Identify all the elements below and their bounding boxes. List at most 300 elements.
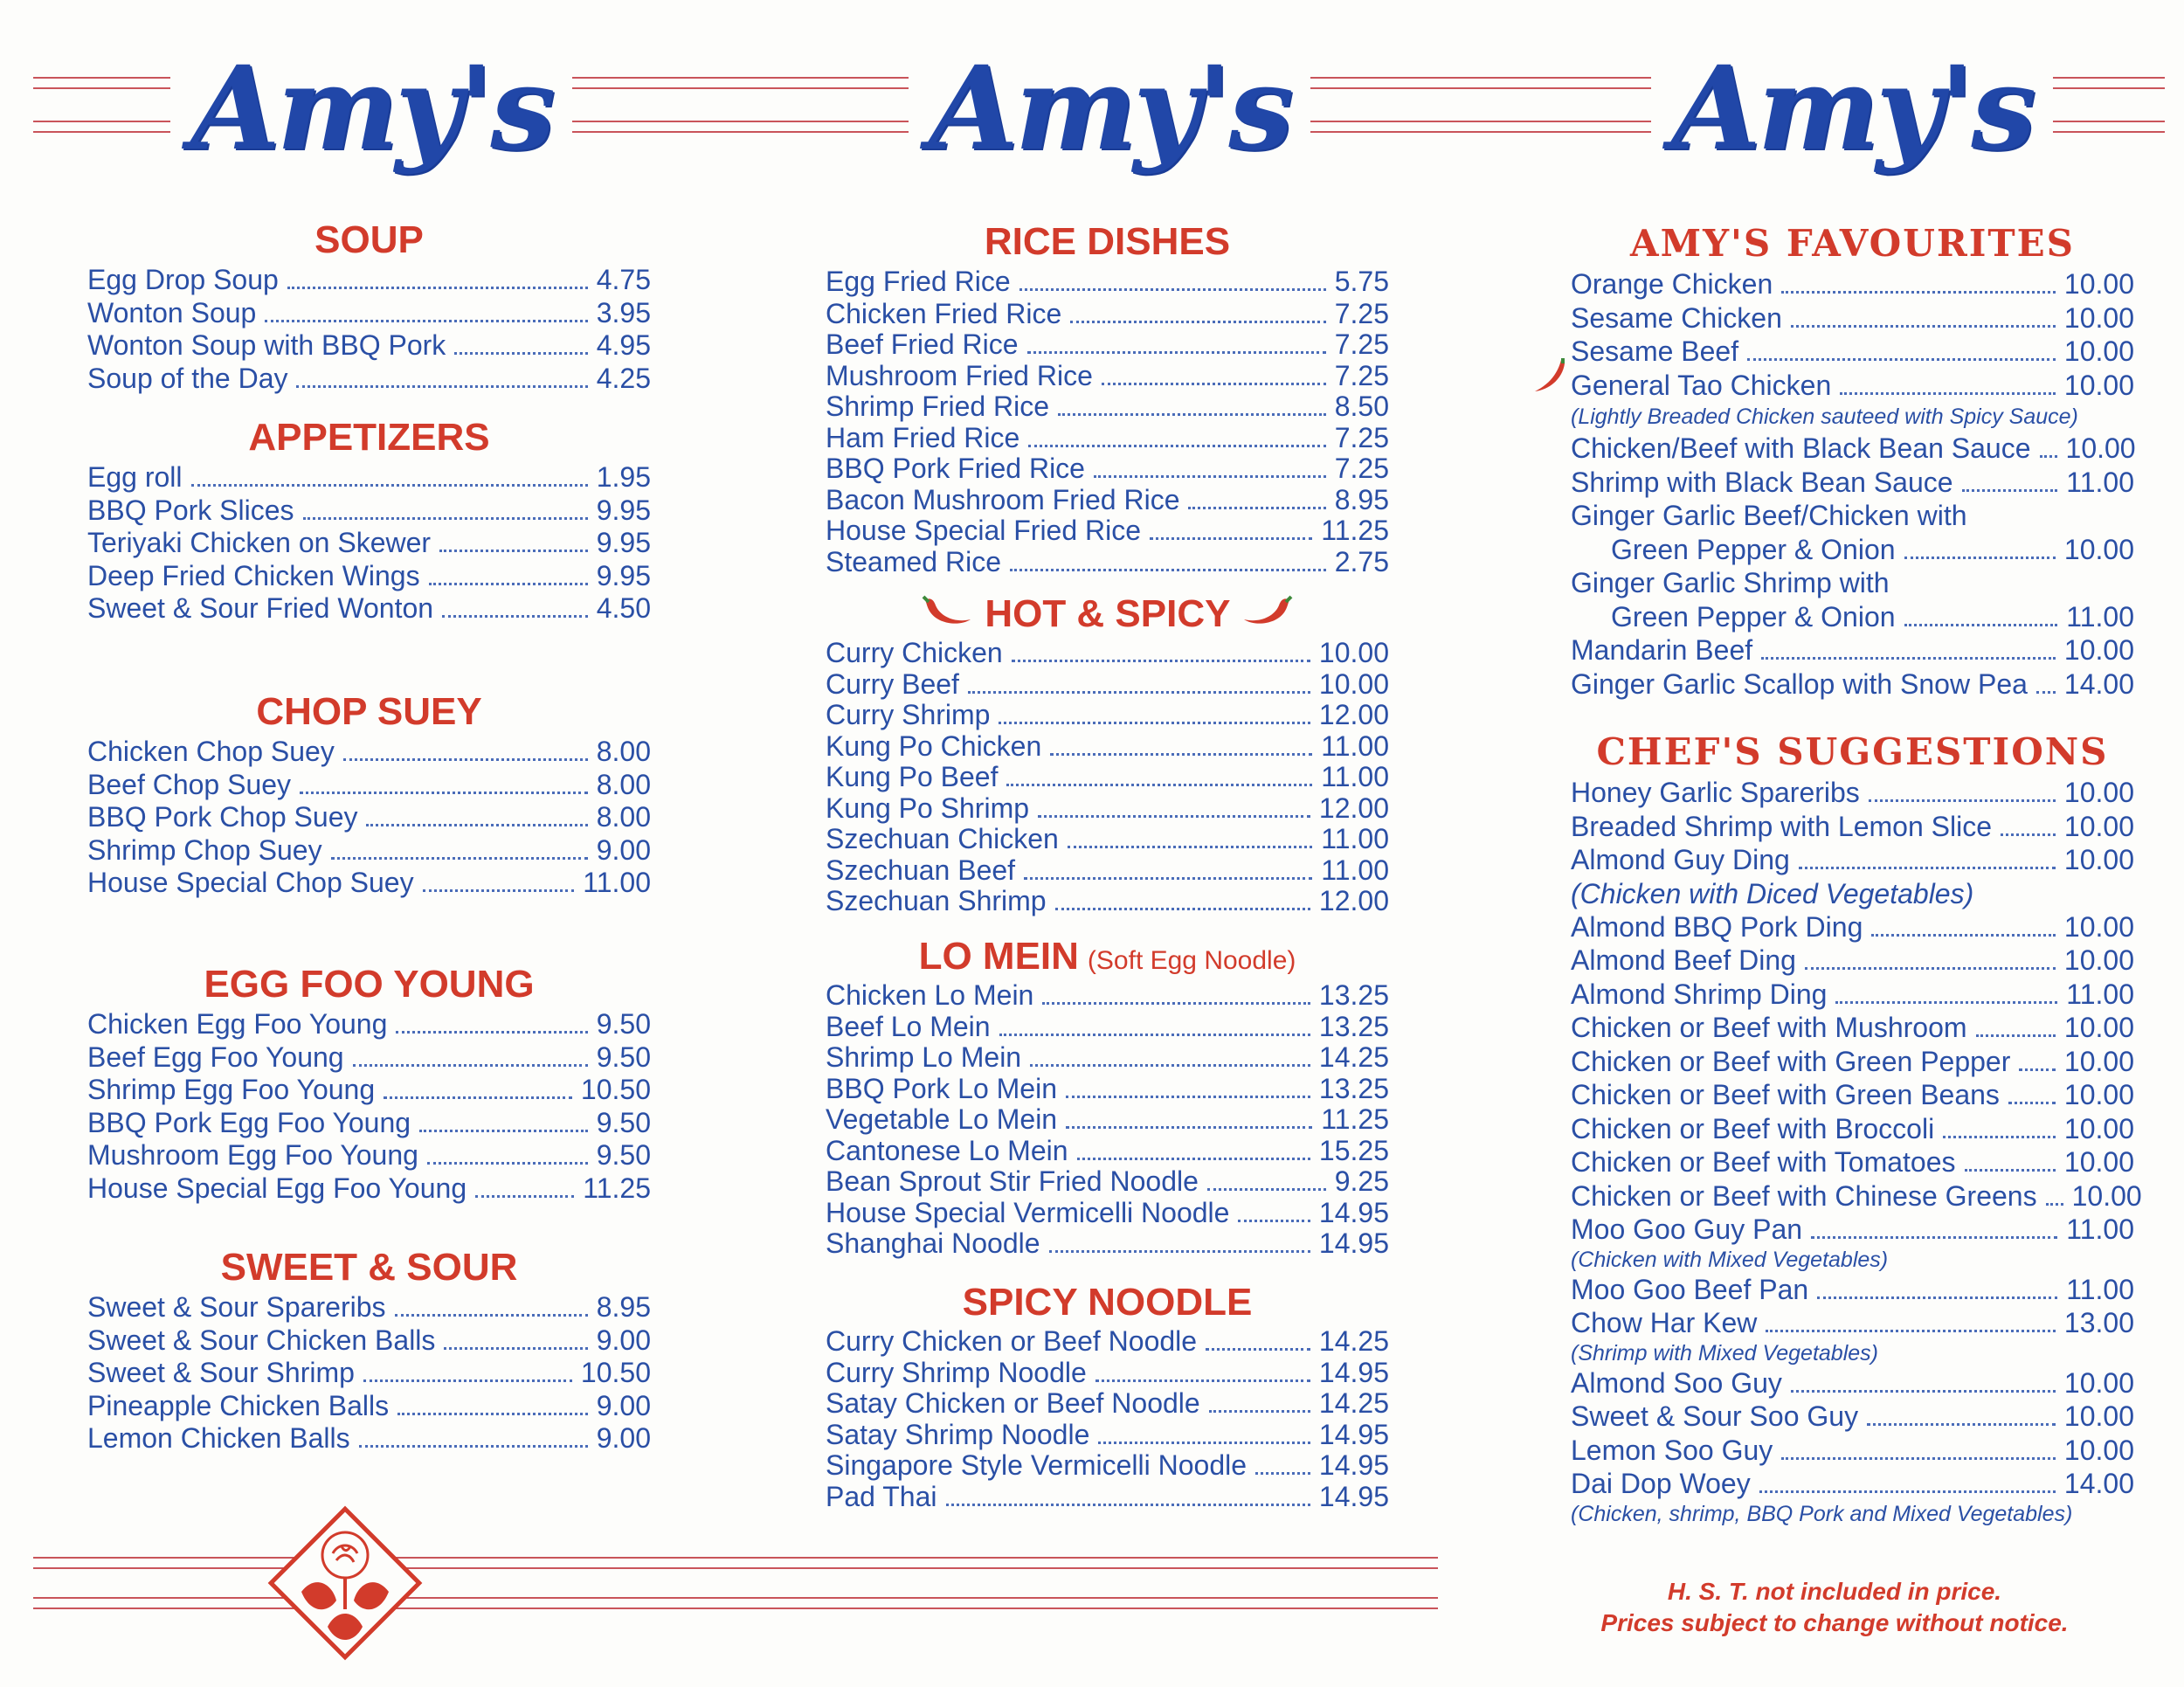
section-heading: SWEET & SOUR: [220, 1246, 518, 1289]
item-name: Beef Egg Foo Young: [87, 1041, 344, 1073]
menu-item: [87, 297, 651, 330]
dot-leader: [1817, 1296, 2057, 1299]
item-price: 10.00: [2063, 910, 2134, 943]
dot-leader: [1840, 392, 2056, 395]
item-name: Green Pepper & Onion: [1611, 533, 1896, 565]
dot-leader: [1759, 1490, 2056, 1493]
menu-item: [826, 329, 1389, 361]
dot-leader: [1943, 1136, 2056, 1138]
menu-item: [87, 801, 651, 834]
item-name: Egg Fried Rice: [826, 266, 1011, 297]
dot-leader: [475, 1195, 574, 1198]
item-price: 10.00: [2063, 301, 2134, 334]
dot-leader: [396, 1031, 587, 1034]
dot-leader: [2036, 691, 2056, 694]
item-price: 10.00: [2063, 844, 2134, 875]
dot-leader: [429, 583, 588, 585]
menu-item: [826, 1358, 1389, 1389]
menu-item: [826, 1482, 1389, 1513]
section-rice-dishes: [826, 218, 1389, 577]
menu-item: [1571, 1400, 2134, 1434]
item-name: Szechuan Beef: [826, 854, 1016, 886]
item-name: General Tao Chicken: [1571, 369, 1832, 401]
item-name: Curry Chicken: [826, 637, 1003, 668]
dot-leader: [1049, 1250, 1310, 1253]
dot-leader: [1904, 557, 2056, 559]
section-amys-favourites: [1571, 220, 2134, 701]
item-price: 9.00: [596, 1422, 651, 1454]
menu-item: [1571, 633, 2134, 667]
item-name: Chicken Chop Suey: [87, 736, 335, 767]
item-name: Ham Fried Rice: [826, 421, 1020, 453]
dot-leader: [2001, 833, 2056, 836]
item-note: (Chicken with Diced Vegetables): [1571, 877, 1974, 909]
dot-leader: [968, 691, 1310, 694]
item-price: 11.00: [2066, 978, 2134, 1010]
item-name: Soup of the Day: [87, 362, 288, 394]
item-name: Sweet & Sour Fried Wonton: [87, 592, 434, 624]
menu-item: [1571, 1011, 2134, 1045]
dot-leader: [1781, 1457, 2056, 1460]
dot-leader: [1095, 1379, 1310, 1382]
item-price: 11.00: [2066, 1273, 2134, 1305]
item-name: Vegetable Lo Mein: [826, 1103, 1058, 1135]
item-price: 2.75: [1334, 545, 1389, 577]
item-price: 12.00: [1318, 792, 1389, 824]
item-name: Chicken Egg Foo Young: [87, 1008, 388, 1040]
item-price: 14.00: [2063, 667, 2134, 700]
dot-leader: [363, 1379, 572, 1382]
menu-item: [87, 363, 651, 396]
item-price: 14.95: [1318, 1418, 1389, 1450]
menu-item: [1571, 978, 2134, 1012]
section-heading: [826, 591, 1389, 638]
menu-item: [826, 638, 1389, 669]
menu-item: [87, 1390, 651, 1423]
item-price: 14.00: [2063, 1468, 2134, 1499]
item-price: 10.00: [2063, 1112, 2134, 1144]
item-price: 9.00: [596, 1324, 651, 1356]
item-name: BBQ Pork Chop Suey: [87, 801, 358, 833]
item-name: Lemon Chicken Balls: [87, 1422, 350, 1454]
item-price: 9.50: [596, 1041, 651, 1073]
menu-item: [1571, 1273, 2134, 1307]
section-lo-mein: [826, 933, 1389, 1260]
dot-leader: [1867, 1423, 2056, 1426]
dot-leader: [2019, 1068, 2056, 1071]
item-name: Shrimp with Black Bean Sauce: [1571, 466, 1953, 498]
menu-item: [826, 1450, 1389, 1482]
dot-leader: [1791, 325, 2056, 328]
menu-item: [1571, 1213, 2134, 1247]
item-price: 13.25: [1318, 1010, 1389, 1042]
item-price: 11.25: [1321, 1103, 1389, 1135]
item-price: 10.00: [2071, 1179, 2142, 1212]
item-price: 10.00: [2063, 944, 2134, 976]
menu-item: [87, 1008, 651, 1041]
item-name: BBQ Pork Slices: [87, 494, 294, 526]
item-name: Moo Goo Beef Pan: [1571, 1273, 1809, 1305]
bottom-rule-2: [33, 1597, 1438, 1609]
menu-item: [1571, 1179, 2142, 1213]
item-name: Almond Soo Guy: [1571, 1366, 1782, 1399]
menu-item: [826, 1166, 1389, 1198]
chili-pepper-icon: [922, 592, 974, 640]
item-price: 11.00: [583, 867, 651, 898]
menu-item: [87, 1074, 651, 1107]
item-name: Wonton Soup with BBQ Pork: [87, 329, 446, 361]
dot-leader: [1805, 967, 2056, 970]
item-name: Szechuan Chicken: [826, 823, 1059, 854]
item-price: 13.25: [1318, 979, 1389, 1011]
section-spicy-noodle: [826, 1279, 1389, 1512]
section-heading: CHEF'S SUGGESTIONS: [1596, 730, 2109, 773]
item-name: House Special Chop Suey: [87, 867, 414, 898]
menu-item: [87, 494, 651, 528]
item-price: 10.00: [2063, 777, 2134, 808]
dot-leader: [1010, 569, 1326, 571]
dot-leader: [1042, 1002, 1310, 1005]
dot-leader: [1238, 1220, 1310, 1222]
dot-leader: [1811, 1236, 2057, 1239]
menu-item: [826, 886, 1389, 917]
item-price: 14.95: [1318, 1480, 1389, 1512]
menu-item: [87, 1291, 651, 1324]
menu-item: [1571, 1366, 2134, 1400]
menu-item: [826, 266, 1389, 299]
dot-leader: [427, 1162, 588, 1165]
dot-leader: [1038, 815, 1310, 818]
section-heading: CHOP SUEY: [256, 690, 482, 733]
item-price: 8.00: [596, 736, 651, 767]
item-price: 4.95: [596, 329, 651, 361]
logo-amys-3: Amy's: [1651, 26, 2053, 192]
item-name: Almond Shrimp Ding: [1571, 978, 1828, 1010]
section-hot-spicy: [826, 591, 1389, 917]
item-price: 12.00: [1318, 885, 1389, 916]
item-price: 4.50: [596, 592, 651, 624]
menu-item: [1571, 910, 2134, 944]
dot-leader: [1761, 657, 2056, 660]
menu-item: [826, 700, 1389, 731]
section-appetizers: [87, 414, 651, 626]
item-price: 10.00: [2063, 1146, 2134, 1178]
menu-item: [1571, 432, 2134, 466]
logo-amys-2: Amy's: [909, 26, 1310, 192]
item-price: 10.00: [2063, 533, 2134, 565]
item-name: BBQ Pork Egg Foo Young: [87, 1106, 411, 1138]
menu-item: [87, 560, 651, 593]
menu-item: [1571, 1306, 2134, 1340]
dot-leader: [1871, 934, 2056, 937]
menu-item: [826, 423, 1389, 454]
item-name: Lemon Soo Guy: [1571, 1434, 1773, 1466]
menu-item: [826, 669, 1389, 701]
menu-item: [826, 1136, 1389, 1167]
item-price: 14.25: [1318, 1041, 1389, 1073]
item-name: Satay Chicken or Beef Noodle: [826, 1387, 1200, 1419]
section-subheading: (Soft Egg Noodle): [1087, 946, 1296, 975]
item-name: Kung Po Shrimp: [826, 792, 1030, 824]
item-name: Chicken or Beef with Green Pepper: [1571, 1045, 2011, 1077]
item-price: 14.95: [1318, 1356, 1389, 1388]
dot-leader: [1209, 1410, 1310, 1413]
menu-item: [87, 736, 651, 769]
menu-item: [826, 824, 1389, 855]
item-name: Cantonese Lo Mein: [826, 1134, 1068, 1166]
menu-item: [826, 453, 1389, 485]
item-name: Sesame Chicken: [1571, 301, 1782, 334]
dot-leader: [296, 385, 587, 388]
dot-leader: [1188, 507, 1325, 509]
dot-leader: [999, 1034, 1310, 1036]
dot-leader: [1150, 537, 1312, 540]
item-note: (Lightly Breaded Chicken sauteed with Spicy Sauce): [1571, 404, 2078, 429]
item-price: 9.50: [596, 1139, 651, 1171]
dot-leader: [1068, 846, 1312, 848]
item-price: 9.25: [1334, 1165, 1389, 1197]
dot-leader: [439, 550, 588, 552]
item-name: Chicken or Beef with Mushroom: [1571, 1012, 1967, 1043]
menu-item: [87, 527, 651, 560]
item-name: Satay Shrimp Noodle: [826, 1418, 1090, 1450]
dot-leader: [2046, 1203, 2063, 1206]
item-price: 11.00: [2066, 466, 2134, 498]
dot-leader: [1066, 1126, 1312, 1129]
section-heading: [826, 933, 1389, 980]
dot-leader: [999, 722, 1310, 724]
item-name: Sweet & Sour Spareribs: [87, 1291, 386, 1323]
tax-note: H. S. T. not included in price.: [1667, 1578, 2002, 1605]
item-name: Shrimp Egg Foo Young: [87, 1074, 376, 1105]
dot-leader: [1012, 660, 1310, 662]
item-name: Mandarin Beef: [1571, 634, 1753, 666]
menu-item: [87, 1107, 651, 1140]
section-heading: APPETIZERS: [248, 416, 490, 459]
menu-item: [826, 1198, 1389, 1229]
section-egg-foo-young: [87, 961, 651, 1205]
item-name: Mushroom Egg Foo Young: [87, 1139, 418, 1171]
menu-item: [826, 515, 1389, 547]
dot-leader: [1019, 288, 1326, 291]
item-price: 10.00: [2063, 335, 2134, 367]
dot-leader: [1255, 1472, 1310, 1475]
dot-leader: [1747, 358, 2056, 361]
item-name: Sweet & Sour Shrimp: [87, 1357, 355, 1388]
menu-item: [1571, 466, 2134, 500]
item-name: Shrimp Chop Suey: [87, 833, 322, 866]
item-name: Pineapple Chicken Balls: [87, 1389, 390, 1421]
item-name: House Special Vermicelli Noodle: [826, 1196, 1230, 1228]
menu-item: [87, 834, 651, 868]
item-name: Chicken Fried Rice: [826, 297, 1062, 329]
item-price: 7.25: [1334, 421, 1389, 453]
item-price: 10.00: [2063, 634, 2134, 666]
menu-item: [826, 485, 1389, 516]
item-price: 13.25: [1318, 1072, 1389, 1104]
dot-leader: [331, 857, 588, 860]
menu-item: [826, 980, 1389, 1012]
item-price: 14.25: [1318, 1387, 1389, 1419]
menu-item: [1571, 1434, 2134, 1468]
item-price: 11.00: [1321, 823, 1389, 854]
item-price: 10.00: [2063, 810, 2134, 842]
menu-item: [826, 391, 1389, 423]
menu-item: [826, 547, 1389, 578]
menu-item: [826, 1104, 1389, 1136]
menu-item-line: Ginger Garlic Shrimp with: [1571, 567, 1890, 598]
dot-leader: [1027, 351, 1326, 354]
item-name: Beef Fried Rice: [826, 328, 1019, 360]
item-note: (Shrimp with Mixed Vegetables): [1571, 1340, 1878, 1366]
dot-leader: [1030, 1064, 1310, 1067]
item-name: Chicken or Beef with Broccoli: [1571, 1112, 1935, 1144]
dot-leader: [303, 517, 588, 520]
item-price: 9.00: [596, 833, 651, 866]
item-price: 8.95: [1334, 483, 1389, 515]
dot-leader: [2008, 1102, 2056, 1104]
menu-item: [826, 731, 1389, 763]
item-price: 11.00: [1321, 854, 1389, 886]
item-price: 9.95: [596, 494, 651, 526]
menu-item: [826, 1042, 1389, 1074]
menu-item: [826, 1388, 1389, 1420]
menu-item: [826, 1326, 1389, 1358]
dot-leader: [1835, 1001, 2057, 1004]
dot-leader: [1094, 475, 1326, 478]
item-price: 11.25: [1321, 515, 1389, 546]
item-price: 10.00: [2063, 1045, 2134, 1077]
dot-leader: [1869, 799, 2056, 802]
menu-item: [87, 1139, 651, 1172]
item-name: Egg roll: [87, 461, 183, 493]
item-price: 4.25: [596, 362, 651, 394]
section-heading: RICE DISHES: [984, 220, 1231, 263]
dot-leader: [1050, 753, 1312, 756]
item-name: Szechuan Shrimp: [826, 885, 1047, 916]
item-price: 11.25: [583, 1172, 651, 1204]
dot-leader: [1058, 413, 1326, 416]
item-name: Almond BBQ Pork Ding: [1571, 910, 1863, 943]
item-price: 8.50: [1334, 391, 1389, 422]
item-note: (Chicken, shrimp, BBQ Pork and Mixed Vegetables): [1571, 1501, 2073, 1526]
item-name: Almond Guy Ding: [1571, 844, 1790, 875]
section-chefs-suggestions: [1571, 729, 2142, 1527]
menu-item: [826, 855, 1389, 887]
item-price: 7.25: [1334, 328, 1389, 360]
item-name: Beef Lo Mein: [826, 1010, 991, 1042]
menu-item: [1571, 843, 2134, 877]
item-name: Pad Thai: [826, 1480, 937, 1512]
item-price: 10.00: [2063, 1079, 2134, 1110]
item-note: (Chicken with Mixed Vegetables): [1571, 1247, 1889, 1272]
menu-item: [87, 1041, 651, 1075]
item-price: 7.25: [1334, 359, 1389, 391]
menu-item: [1571, 600, 2134, 634]
item-price: 8.95: [596, 1291, 651, 1323]
menu-item: [1571, 1078, 2134, 1112]
item-name: Curry Shrimp Noodle: [826, 1356, 1087, 1388]
item-price: 5.75: [1334, 266, 1389, 297]
item-name: Mushroom Fried Rice: [826, 359, 1093, 391]
dot-leader: [366, 824, 587, 826]
dot-leader: [1791, 1390, 2056, 1393]
menu-item: [87, 867, 651, 900]
item-price: 10.00: [2063, 1366, 2134, 1399]
menu-item: [1571, 1145, 2134, 1179]
menu-item: [1571, 533, 2134, 567]
item-name: Deep Fried Chicken Wings: [87, 559, 420, 591]
dot-leader: [384, 1096, 572, 1099]
dot-leader: [1904, 624, 2058, 626]
section-heading-text: LO MEIN: [918, 935, 1079, 978]
dot-leader: [1066, 1096, 1310, 1098]
item-name: Moo Goo Guy Pan: [1571, 1213, 1803, 1245]
dot-leader: [444, 1347, 587, 1350]
menu-item: [87, 461, 651, 494]
dot-leader: [353, 1064, 588, 1067]
item-name: Wonton Soup: [87, 296, 257, 328]
menu-item: [826, 361, 1389, 392]
item-price: 15.25: [1318, 1134, 1389, 1166]
dot-leader: [419, 1130, 588, 1132]
item-name: Chow Har Kew: [1571, 1307, 1758, 1338]
section-sweet-sour: [87, 1244, 651, 1455]
item-name: Almond Beef Ding: [1571, 944, 1796, 976]
item-price: 10.50: [580, 1357, 651, 1388]
item-name: Sesame Beef: [1571, 335, 1739, 367]
item-price: 10.00: [1318, 637, 1389, 668]
menu-item: [826, 1074, 1389, 1105]
item-name: Steamed Rice: [826, 545, 1001, 577]
item-price: 14.95: [1318, 1196, 1389, 1228]
item-price: 3.95: [596, 296, 651, 328]
menu-item: [1571, 944, 2134, 978]
item-price: 12.00: [1318, 699, 1389, 730]
dot-leader: [1206, 1348, 1310, 1351]
menu-item: [826, 762, 1389, 793]
item-price: 10.00: [2063, 369, 2134, 401]
item-name: Sweet & Sour Chicken Balls: [87, 1324, 436, 1356]
item-price: 9.95: [596, 527, 651, 558]
item-name: Honey Garlic Spareribs: [1571, 777, 1860, 808]
dot-leader: [1028, 445, 1325, 447]
dot-leader: [1965, 1169, 2056, 1172]
dot-leader: [2040, 455, 2057, 458]
price-change-note: Prices subject to change without notice.: [1600, 1609, 2069, 1636]
item-price: 10.50: [580, 1074, 651, 1105]
bottom-rule: [33, 1557, 1438, 1569]
section-heading-text: HOT & SPICY: [985, 592, 1230, 635]
menu-item: [826, 793, 1389, 825]
item-price: 9.50: [596, 1106, 651, 1138]
item-price: 11.00: [2066, 1213, 2134, 1245]
item-price: 14.95: [1318, 1227, 1389, 1259]
menu-item: [826, 299, 1389, 330]
item-name: BBQ Pork Lo Mein: [826, 1072, 1057, 1104]
menu-item: [1571, 776, 2134, 810]
menu-item: [87, 592, 651, 626]
item-name: Dai Dop Woey: [1571, 1468, 1751, 1499]
item-name: Chicken or Beef with Green Beans: [1571, 1079, 2000, 1110]
item-price: 7.25: [1334, 297, 1389, 329]
item-price: 4.75: [596, 264, 651, 295]
dot-leader: [300, 792, 588, 794]
item-name: Green Pepper & Onion: [1611, 600, 1896, 633]
menu-item: [1571, 1112, 2134, 1146]
dot-leader: [946, 1504, 1310, 1506]
item-name: Bacon Mushroom Fried Rice: [826, 483, 1180, 515]
